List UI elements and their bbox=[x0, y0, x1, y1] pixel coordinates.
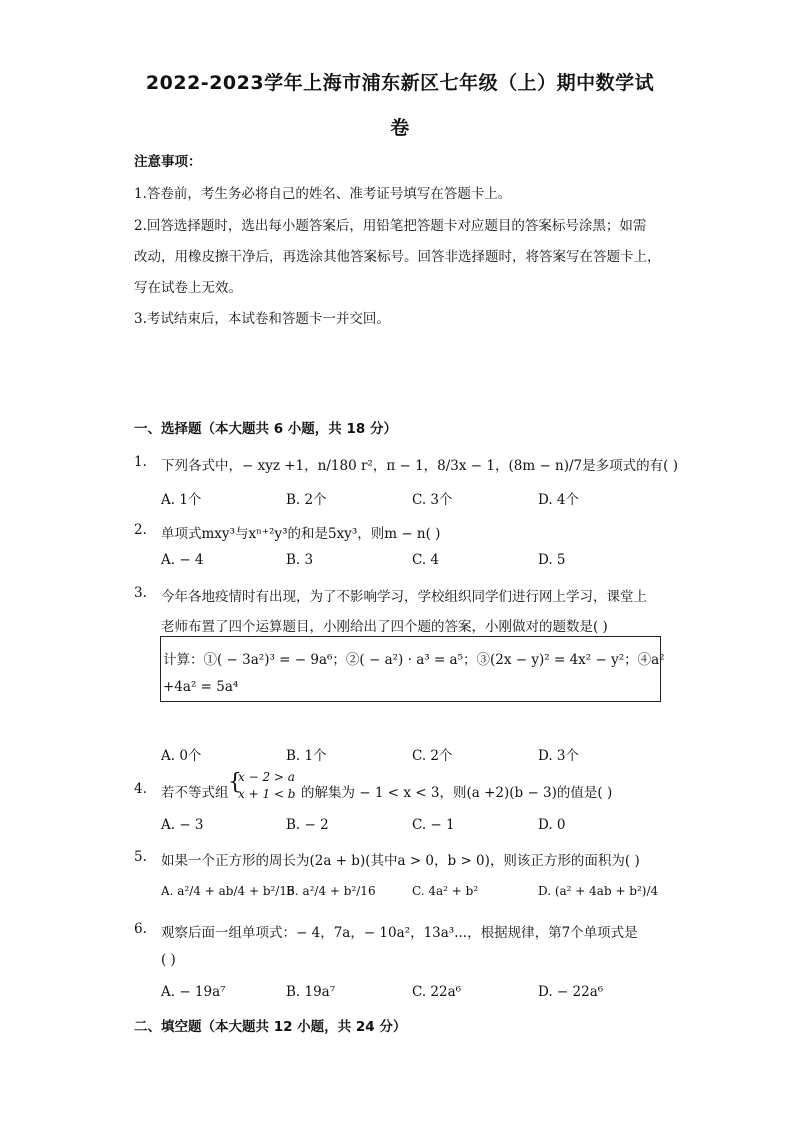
question-4-text-pre: 若不等式组 bbox=[161, 785, 229, 801]
question-1-text: 下列各式中，− xyz +1，n/180 r²，π − 1，8/3x − 1，(8m − n)/7是多项式的有( ) bbox=[161, 458, 678, 474]
notice-item: 3.考试结束后，本试卷和答题卡一并交回。 bbox=[134, 311, 390, 327]
question-3-text-line2: 老师布置了四个运算题目，小刚给出了四个题的答案，小刚做对的题数是( ) bbox=[161, 619, 608, 635]
notice-item: 2.回答选择题时，选出每小题答案后，用铅笔把答题卡对应题目的答案标号涂黑；如需 bbox=[134, 218, 647, 234]
question-number: 2. bbox=[134, 522, 147, 538]
question-6-text-line1: 观察后面一组单项式：− 4，7a，− 10a²，13a³...，根据规律，第7个单项式是 bbox=[161, 925, 638, 941]
question-6-option-d: D. − 22a⁶ bbox=[538, 984, 604, 1000]
question-number: 6. bbox=[134, 921, 147, 937]
question-4-system-line1: x − 2 > a bbox=[238, 770, 295, 784]
question-6-option-c: C. 22a⁶ bbox=[412, 984, 462, 1000]
question-4-option-a: A. − 3 bbox=[161, 817, 204, 833]
question-3-box-line1: 计算：①( − 3a²)³ = − 9a⁶；②( − a²) · a³ = a⁵；③(2x − y)² = 4x² − y²；④a² bbox=[163, 652, 665, 668]
notice-heading: 注意事项： bbox=[134, 154, 202, 170]
question-number: 5. bbox=[134, 849, 147, 865]
question-4-system-line2: x + 1 < b bbox=[238, 787, 296, 801]
question-3-option-d: D. 3个 bbox=[538, 748, 580, 764]
notice-item: 1.答卷前，考生务必将自己的姓名、准考证号填写在答题卡上。 bbox=[134, 186, 512, 202]
question-number: 3. bbox=[134, 585, 147, 601]
question-1-option-d: D. 4个 bbox=[538, 492, 580, 508]
notice-item: 改动，用橡皮擦干净后，再选涂其他答案标号。回答非选择题时，将答案写在答题卡上， bbox=[134, 249, 661, 265]
question-4-option-d: D. 0 bbox=[538, 817, 566, 833]
question-2-text: 单项式mxy³与xⁿ⁺²y³的和是5xy³，则m − n( ) bbox=[161, 526, 441, 542]
question-5-option-c: C. 4a² + b² bbox=[412, 884, 479, 898]
exam-title-line1: 2022-2023学年上海市浦东新区七年级（上）期中数学试 bbox=[145, 72, 655, 94]
question-2-option-b: B. 3 bbox=[286, 552, 314, 568]
question-4-option-b: B. − 2 bbox=[286, 817, 329, 833]
question-1-option-a: A. 1个 bbox=[161, 492, 202, 508]
question-6-option-b: B. 19a⁷ bbox=[286, 984, 336, 1000]
question-5-option-b: B. a²/4 + b²/16 bbox=[286, 884, 376, 898]
section-heading-choice: 一、选择题（本大题共 6 小题，共 18 分） bbox=[134, 421, 397, 437]
question-2-option-a: A. − 4 bbox=[161, 552, 204, 568]
question-3-option-b: B. 1个 bbox=[286, 748, 327, 764]
question-4-text-post: 的解集为 − 1 < x < 3，则(a +2)(b − 3)的值是( ) bbox=[301, 785, 613, 801]
question-2-option-d: D. 5 bbox=[538, 552, 566, 568]
question-6-option-a: A. − 19a⁷ bbox=[161, 984, 226, 1000]
question-6-text-line2: ( ) bbox=[161, 952, 176, 968]
section-heading-fill-in: 二、填空题（本大题共 12 小题，共 24 分） bbox=[134, 1019, 407, 1035]
exam-title-line2: 卷 bbox=[390, 117, 410, 139]
question-5-option-a: A. a²/4 + ab/4 + b²/16 bbox=[161, 884, 295, 898]
question-number: 4. bbox=[134, 781, 147, 797]
brace-symbol: { bbox=[228, 770, 242, 795]
question-1-option-b: B. 2个 bbox=[286, 492, 327, 508]
question-3-option-c: C. 2个 bbox=[412, 748, 453, 764]
question-3-text-line1: 今年各地疫情时有出现，为了不影响学习，学校组织同学们进行网上学习，课堂上 bbox=[161, 589, 647, 605]
notice-item: 写在试卷上无效。 bbox=[134, 280, 242, 296]
question-2-option-c: C. 4 bbox=[412, 552, 440, 568]
question-number: 1. bbox=[134, 454, 147, 470]
question-5-option-d: D. (a² + 4ab + b²)/4 bbox=[538, 884, 659, 898]
question-1-option-c: C. 3个 bbox=[412, 492, 453, 508]
question-4-option-c: C. − 1 bbox=[412, 817, 455, 833]
question-5-text: 如果一个正方形的周长为(2a + b)(其中a > 0，b > 0)，则该正方形的面积为( ) bbox=[161, 853, 640, 869]
question-3-box-line2: +4a² = 5a⁴ bbox=[163, 679, 239, 695]
question-3-option-a: A. 0个 bbox=[161, 748, 202, 764]
